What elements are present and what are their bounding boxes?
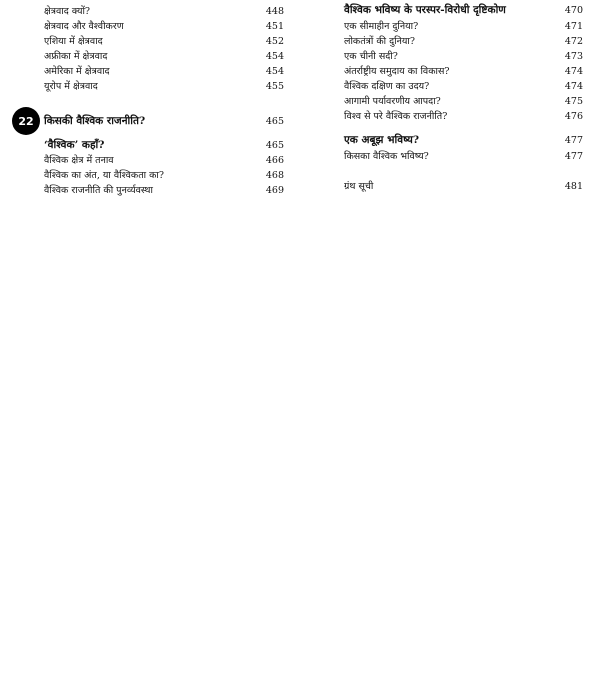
toc-entry-page: 473 <box>564 51 583 62</box>
toc-entry[interactable] <box>344 94 583 109</box>
toc-entry-page: 474 <box>564 66 583 77</box>
toc-entry-page: 455 <box>265 81 284 92</box>
toc-entry-page: 448 <box>265 6 284 17</box>
toc-entry-page: 469 <box>265 185 284 196</box>
section-heading-page: 470 <box>564 5 583 16</box>
toc-entry-title: क्षेत्रवाद और वैश्वीकरण <box>44 21 124 32</box>
toc-entry-page: 477 <box>564 151 583 162</box>
toc-entry-page: 452 <box>265 36 284 47</box>
toc-entry-title: क्षेत्रवाद क्यों? <box>44 6 91 17</box>
section-heading-title: ‘वैश्विक’ कहाँ? <box>44 139 105 151</box>
toc-entry[interactable] <box>44 34 284 49</box>
toc-entry[interactable] <box>344 149 583 164</box>
toc-entry-title: किसका वैश्विक भविष्य? <box>344 151 429 162</box>
toc-entry[interactable] <box>44 183 284 198</box>
toc-entry-page: 474 <box>564 81 583 92</box>
toc-entry-title: एक सीमाहीन दुनिया? <box>344 21 419 32</box>
chapter-title: किसकी वैश्विक राजनीति? <box>44 115 146 127</box>
toc-entry-title: वैश्विक क्षेत्र में तनाव <box>44 155 114 166</box>
toc-entry[interactable] <box>44 4 284 19</box>
toc-entry-title: वैश्विक दक्षिण का उदय? <box>344 81 430 92</box>
section-heading-title: वैश्विक भविष्य के परस्पर-विरोधी दृष्टिकोण <box>344 4 506 16</box>
toc-entry-title: वैश्विक राजनीति की पुनर्व्यवस्था <box>44 185 153 196</box>
toc-entry[interactable] <box>44 64 284 79</box>
toc-entry[interactable] <box>344 64 583 79</box>
chapter-page: 465 <box>265 116 284 127</box>
chapter-number-badge: 22 <box>12 107 40 135</box>
toc-entry-title: ग्रंथ सूची <box>344 181 374 192</box>
toc-entry-page: 451 <box>265 21 284 32</box>
section-heading[interactable] <box>44 138 284 153</box>
section-heading-page: 477 <box>564 135 583 146</box>
toc-entry-page: 454 <box>265 66 284 77</box>
toc-entry[interactable] <box>344 109 583 124</box>
toc-entry-title: लोकतंत्रों की दुनिया? <box>344 36 415 47</box>
toc-entry[interactable] <box>44 153 284 168</box>
toc-entry-bibliography[interactable] <box>344 179 583 194</box>
toc-entry[interactable] <box>344 19 583 34</box>
toc-entry-page: 454 <box>265 51 284 62</box>
toc-entry[interactable] <box>344 34 583 49</box>
toc-entry-title: अमेरिका में क्षेत्रवाद <box>44 66 110 77</box>
toc-entry[interactable] <box>44 49 284 64</box>
toc-entry-page: 471 <box>564 21 583 32</box>
section-heading-title: एक अबूझ भविष्य? <box>344 134 420 146</box>
toc-entry-page: 476 <box>564 111 583 122</box>
toc-entry[interactable] <box>44 168 284 183</box>
toc-entry[interactable] <box>344 79 583 94</box>
section-heading-page: 465 <box>265 140 284 151</box>
toc-entry[interactable] <box>44 19 284 34</box>
toc-entry-title: यूरोप में क्षेत्रवाद <box>44 81 98 92</box>
toc-entry-page: 475 <box>564 96 583 107</box>
toc-entry[interactable] <box>44 79 284 94</box>
toc-entry[interactable] <box>344 49 583 64</box>
toc-entry-title: अफ्रीका में क्षेत्रवाद <box>44 51 108 62</box>
toc-entry-title: आगामी पर्यावरणीय आपदा? <box>344 96 441 107</box>
toc-entry-page: 472 <box>564 36 583 47</box>
toc-entry-title: विश्व से परे वैश्विक राजनीति? <box>344 111 448 122</box>
chapter-heading[interactable] <box>44 114 284 129</box>
toc-entry-page: 468 <box>265 170 284 181</box>
toc-entry-page: 466 <box>265 155 284 166</box>
toc-entry-page: 481 <box>564 181 583 192</box>
section-heading[interactable] <box>344 3 583 18</box>
toc-entry-title: वैश्विक का अंत, या वैश्विकता का? <box>44 170 164 181</box>
toc-entry-title: एशिया में क्षेत्रवाद <box>44 36 103 47</box>
section-heading[interactable] <box>344 133 583 148</box>
toc-entry-title: अंतर्राष्ट्रीय समुदाय का विकास? <box>344 66 450 77</box>
toc-entry-title: एक चीनी सदी? <box>344 51 398 62</box>
